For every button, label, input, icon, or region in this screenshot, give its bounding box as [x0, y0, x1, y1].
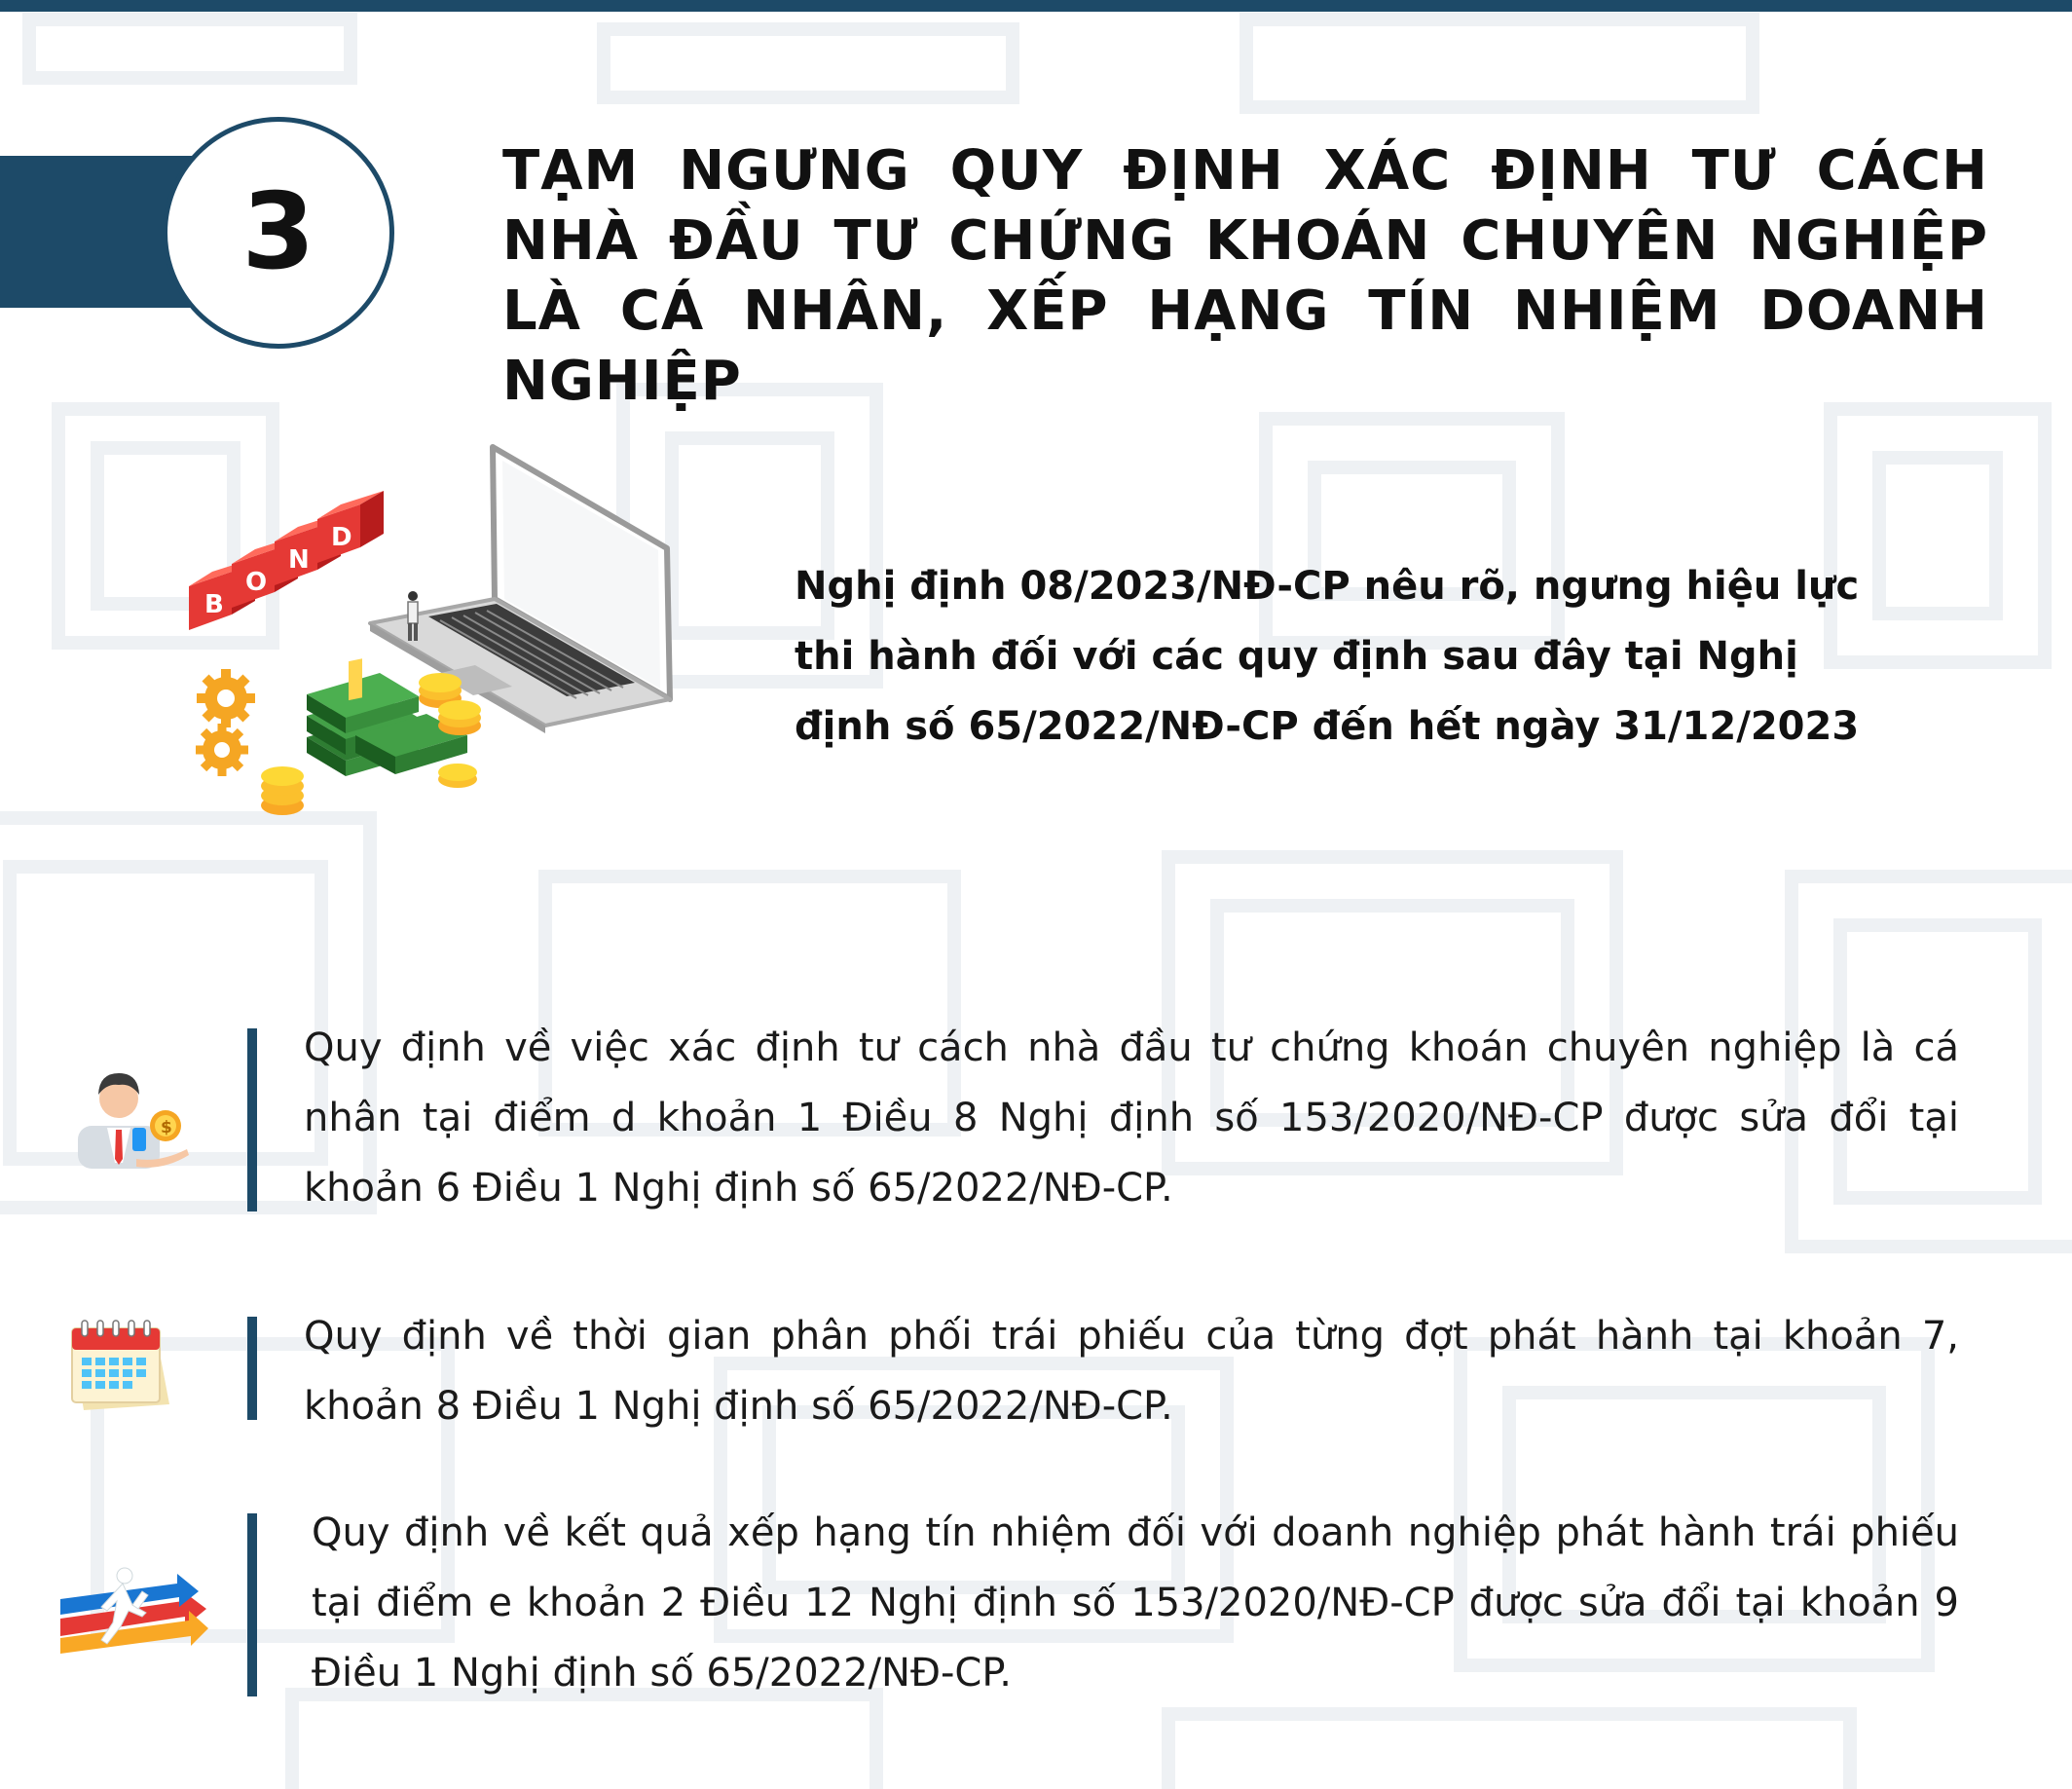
- running-man-arrows-icon: [56, 1562, 208, 1656]
- section-title: TẠM NGƯNG QUY ĐỊNH XÁC ĐỊNH TƯ CÁCH NHÀ ĐẦU TƯ CHỨNG KHOÁN CHUYÊN NGHIỆP LÀ CÁ NHÂN, XẾP HẠNG TÍN NHIỆM DOANH NGHIỆP: [502, 139, 1988, 413]
- svg-text:$: $: [161, 1118, 172, 1137]
- item-text: Quy định về việc xác định tư cách nhà đầu tư chứng khoán chuyên nghiệp là cá nhân tại điểm d khoản 1 Điều 8 Nghị định số 153/2020/NĐ-CP được sửa đổi tại khoản 6 Điều 1 Nghị định số 65/2022/NĐ-CP.: [304, 1025, 1959, 1211]
- section-number-badge: [163, 117, 394, 349]
- bond-laptop-money-illustration: [175, 443, 691, 833]
- item-divider: [247, 1513, 257, 1696]
- cube-letter: O: [245, 568, 268, 597]
- cube-letter: B: [204, 590, 224, 619]
- item-divider: [247, 1028, 257, 1211]
- item-text: Quy định về thời gian phân phối trái phiếu của từng đợt phát hành tại khoản 7, khoản 8 Điều 1 Nghị định số 65/2022/NĐ-CP.: [304, 1314, 1959, 1429]
- section-number: 3: [241, 171, 315, 293]
- item-text: Quy định về kết quả xếp hạng tín nhiệm đối với doanh nghiệp phát hành trái phiếu tại điểm e khoản 2 Điều 12 Nghị định số 153/2020/NĐ-CP được sửa đổi tại khoản 9 Điều 1 Nghị định số 65/2022/NĐ-CP.: [312, 1510, 1959, 1696]
- businessman-coin-icon: [72, 1065, 199, 1173]
- intro-text: Nghị định 08/2023/NĐ-CP nêu rõ, ngưng hiệu lực thi hành đối với các quy định sau đây tại Nghị định số 65/2022/NĐ-CP đến hết ngày 31/12/2023: [795, 564, 1860, 749]
- top-bar: [0, 0, 2072, 12]
- cube-letter: D: [331, 523, 352, 552]
- gears-icon: [196, 669, 255, 776]
- item-divider: [247, 1317, 257, 1420]
- calendar-icon: [66, 1317, 175, 1414]
- cube-letter: N: [288, 545, 310, 575]
- laptop-icon: [370, 447, 670, 733]
- bond-cubes-icon: [189, 491, 384, 630]
